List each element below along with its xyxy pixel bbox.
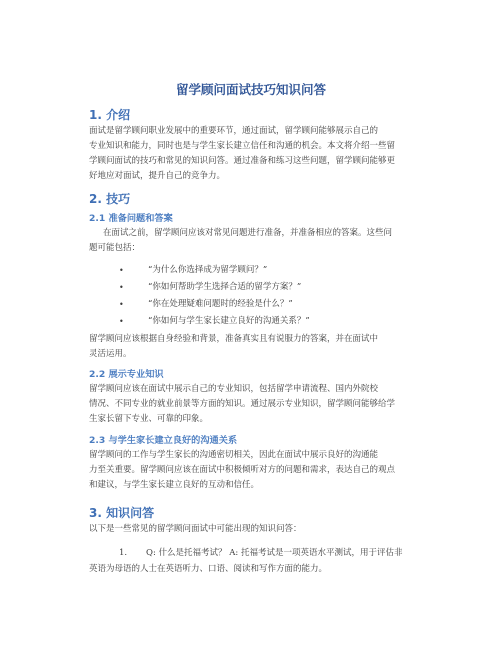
- section-heading-qa: 3. 知识问答: [89, 506, 155, 520]
- question-bullet-list: [89, 262, 415, 330]
- paragraph-line: 在面试之前，留学顾问应该对常见问题进行准备，并准备相应的答案。这些问: [103, 228, 393, 238]
- qa-intro-paragraph: [89, 522, 415, 537]
- prepare-outro-paragraph: [89, 332, 415, 362]
- list-item: [89, 262, 415, 279]
- document-title: 留学顾问面试技巧知识问答: [175, 82, 326, 97]
- paragraph-line: 力至关重要。留学顾问应该在面试中积极倾听对方的问题和需求，表达自己的观点: [89, 465, 396, 475]
- bullet-icon: •: [119, 283, 124, 292]
- qa-text-line: Q: 什么是托福考试？ A: 托福考试是一项英语水平测试，用于评估非: [146, 548, 403, 558]
- section-heading-intro: 1. 介绍: [89, 108, 131, 122]
- paragraph-line: 留学顾问的工作与学生家长的沟通密切相关，因此在面试中展示良好的沟通能: [89, 450, 379, 460]
- subsection-heading-communication: 2.3 与学生家长建立良好的沟通关系: [89, 435, 238, 446]
- subsection-heading-expertise: 2.2 展示专业知识: [89, 369, 164, 380]
- paragraph-line: 留学顾问应该在面试中展示自己的专业知识，包括留学申请流程、国内外院校: [89, 384, 379, 394]
- expertise-paragraph: [89, 382, 415, 427]
- bullet-icon: •: [119, 300, 124, 309]
- paragraph-line: 灵活运用。: [89, 349, 132, 359]
- paragraph-line: 学顾问面试的技巧和常见的知识问答。通过准备和练习这些问题，留学顾问能够更: [89, 156, 396, 166]
- paragraph-line: 生家长留下专业、可靠的印象。: [89, 414, 209, 424]
- paragraph-line: 专业知识和能力，同时也是与学生家长建立信任和沟通的机会。本文将介绍一些留: [89, 141, 396, 151]
- prepare-intro-paragraph: [89, 226, 415, 256]
- paragraph-line: 面试是留学顾问职业发展中的重要环节，通过面试，留学顾问能够展示自己的: [89, 126, 379, 136]
- intro-paragraph: [89, 124, 415, 184]
- paragraph-line: 好地应对面试，提升自己的竞争力。: [89, 171, 226, 181]
- list-item-text: “你在处理疑难问题时的经验是什么？”: [148, 299, 293, 309]
- list-item: [89, 279, 415, 296]
- list-item: [89, 296, 415, 313]
- subsection-heading-prepare: 2.1 准备问题和答案: [89, 213, 173, 224]
- bullet-icon: •: [119, 317, 124, 326]
- paragraph-line: 情况、不同专业的就业前景等方面的知识。通过展示专业知识，留学顾问能够给学: [89, 399, 396, 409]
- paragraph-line: 留学顾问应该根据自身经验和背景，准备真实且有说服力的答案，并在面试中: [89, 334, 379, 344]
- list-item: [89, 313, 415, 330]
- communication-paragraph: [89, 448, 415, 493]
- list-item-text: “你如何帮助学生选择合适的留学方案？”: [148, 282, 302, 292]
- qa-text-line: 英语为母语的人士在英语听力、口语、阅读和写作方面的能力。: [89, 564, 328, 574]
- bullet-icon: •: [119, 266, 124, 275]
- paragraph-line: 和建议，与学生家长建立良好的互动和信任。: [89, 480, 260, 490]
- list-item-text: “你如何与学生家长建立良好的沟通关系？”: [148, 316, 310, 326]
- paragraph-line: 题可能包括：: [89, 243, 141, 253]
- qa-number: 1.: [119, 548, 128, 558]
- section-heading-tips: 2. 技巧: [89, 192, 131, 206]
- paragraph-line: 以下是一些常见的留学顾问面试中可能出现的知识问答：: [89, 524, 302, 534]
- list-item-text: “为什么你选择成为留学顾问？”: [148, 265, 268, 275]
